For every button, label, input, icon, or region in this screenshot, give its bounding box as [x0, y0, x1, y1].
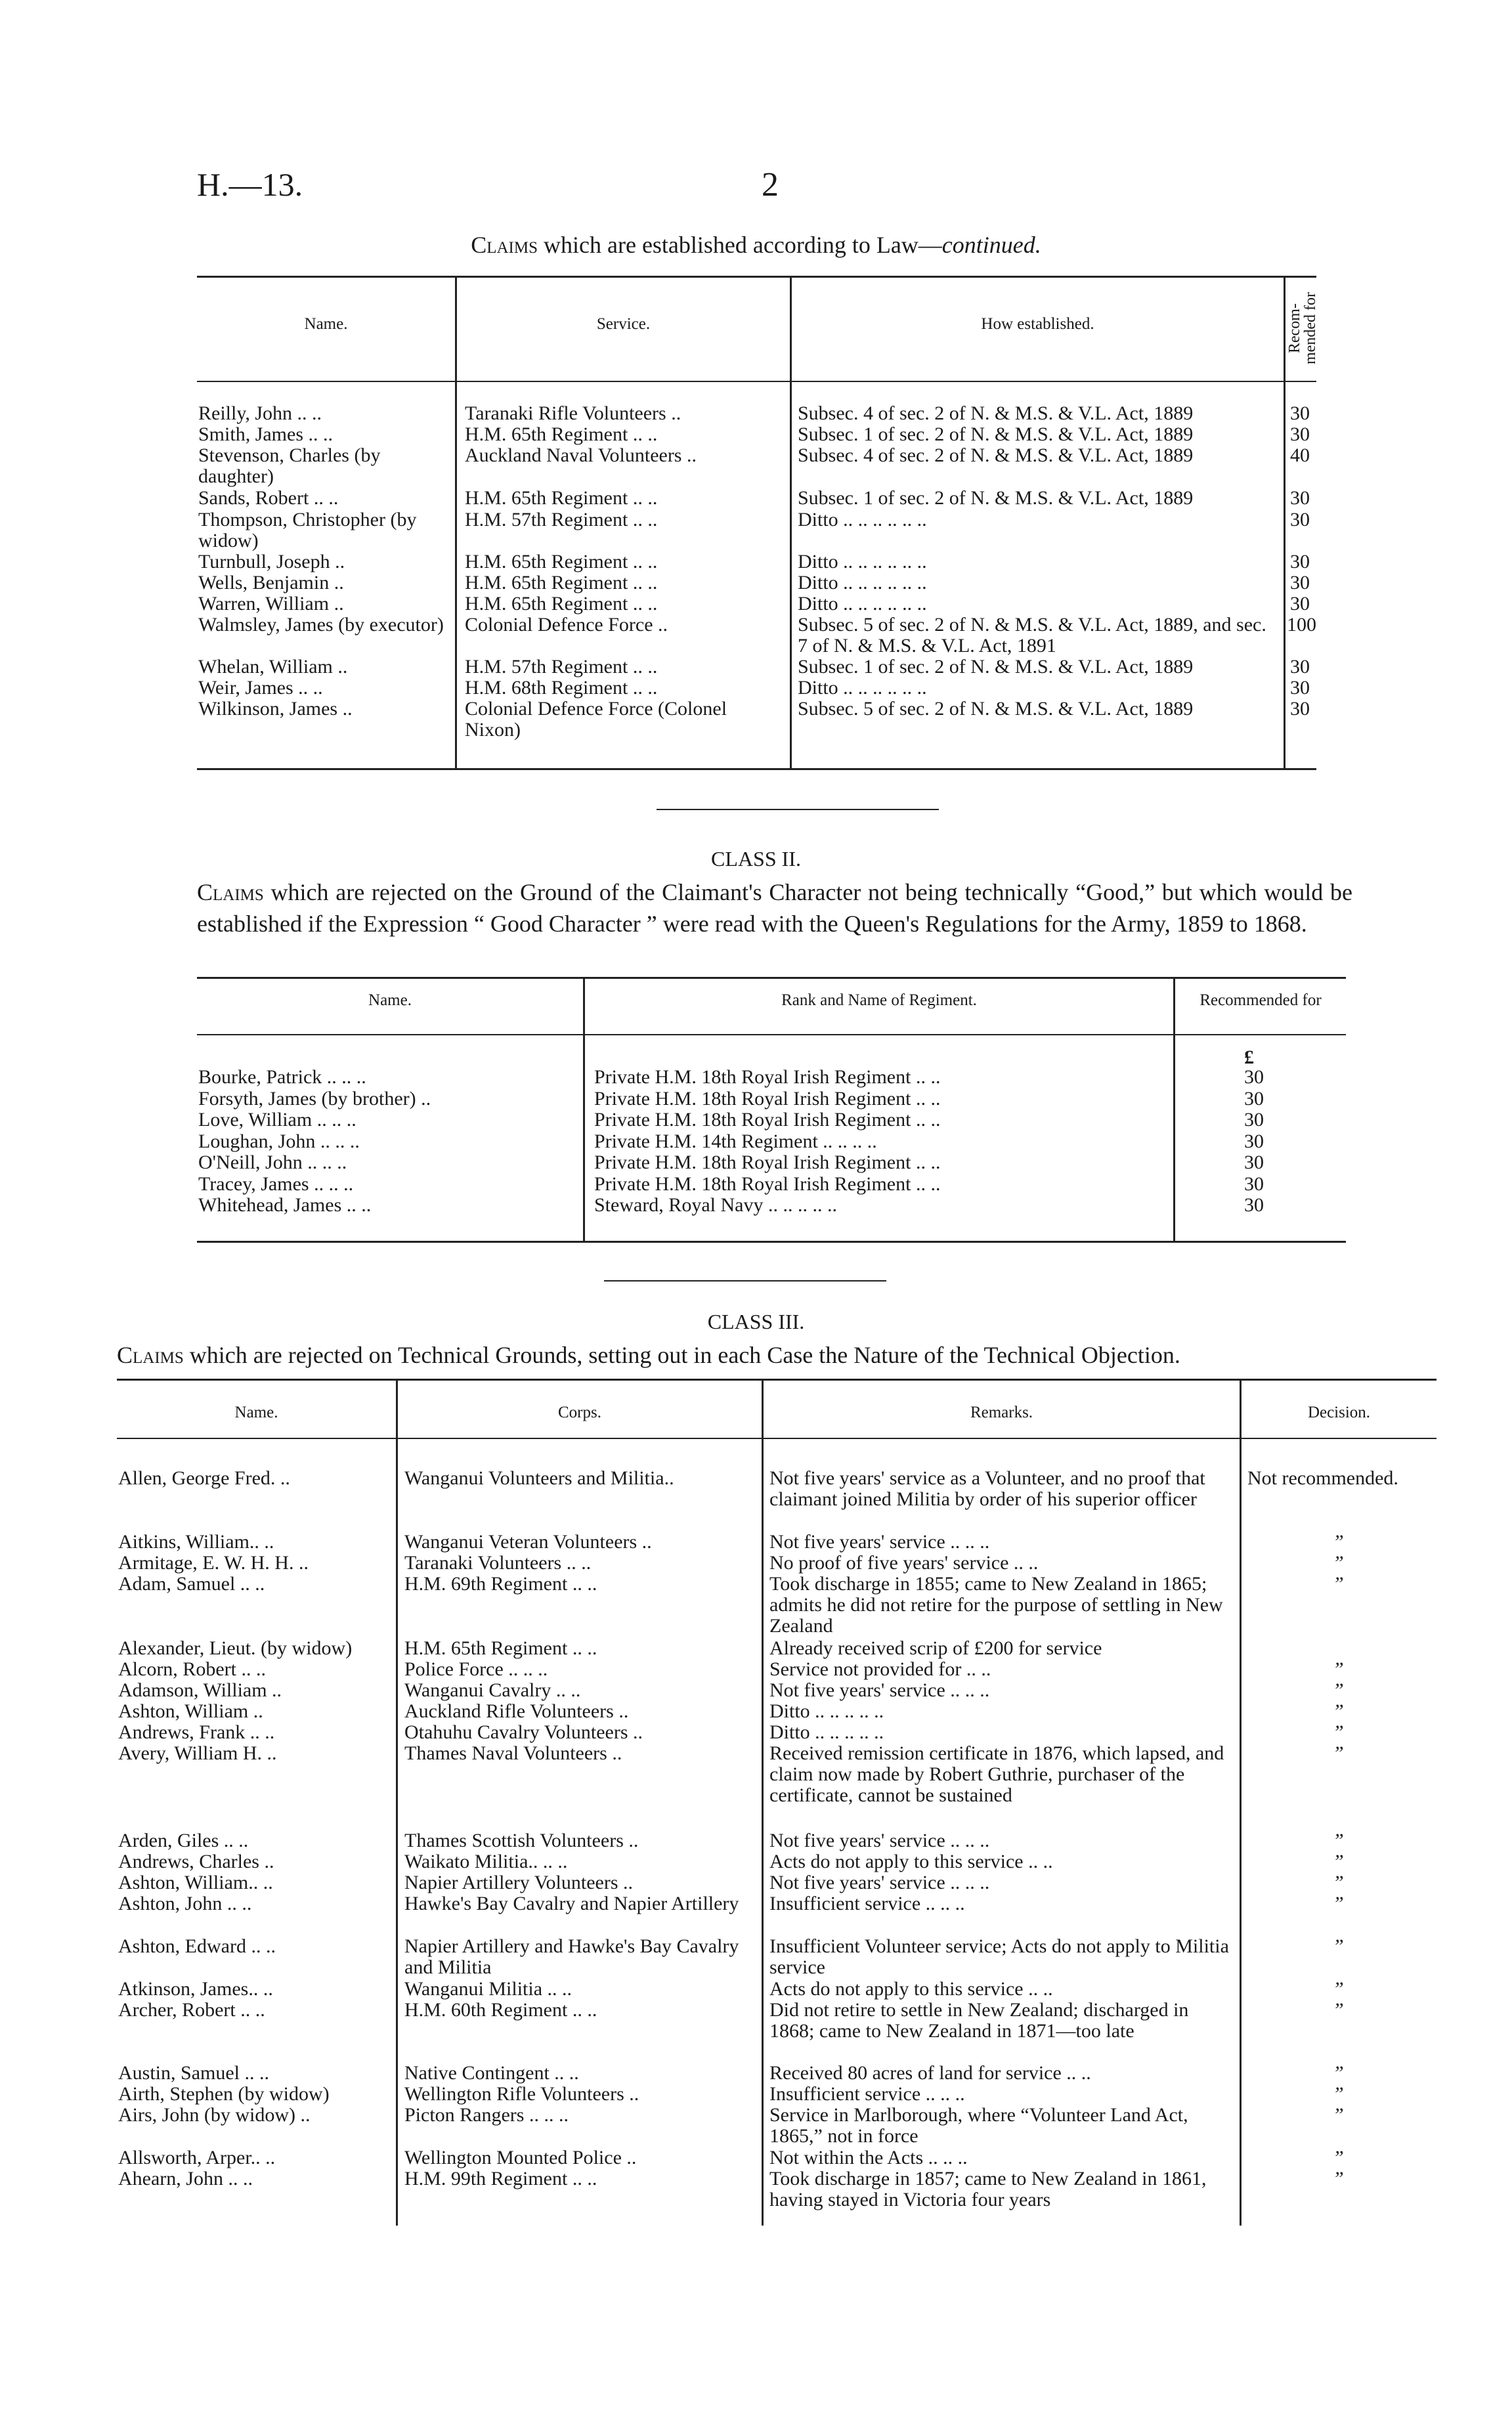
class3-decision-cell: ” — [1333, 1872, 1344, 1893]
class3-header-rule — [117, 1438, 1436, 1439]
class3-remarks-cell: Service not provided for .. .. — [769, 1658, 991, 1680]
class2-name-cell: Whitehead, James .. .. — [198, 1194, 372, 1216]
class3-decision-cell: ” — [1333, 1531, 1344, 1553]
class3-corps-cell: Napier Artillery Volunteers .. — [404, 1872, 633, 1893]
class1-name-cell: Walmsley, James (by executor) — [198, 614, 444, 636]
class2-header-recommended: Recommended for — [1199, 991, 1322, 1009]
class1-amount-cell: 30 — [1290, 572, 1310, 593]
class2-rank-cell: Private H.M. 18th Royal Irish Regiment .. .. — [594, 1173, 941, 1195]
class3-decision-cell: ” — [1333, 1658, 1344, 1680]
class3-name-cell: Adam, Samuel .. .. — [118, 1573, 265, 1595]
class3-decision-cell: ” — [1333, 1700, 1344, 1722]
class1-how-cell: Subsec. 5 of sec. 2 of N. & M.S. & V.L. Act, 1889, and sec. 7 of N. & M.S. & V.L. Act, 1891 — [798, 614, 1266, 657]
class2-bottom-rule — [197, 1241, 1346, 1243]
class1-amount-cell: 30 — [1290, 423, 1310, 445]
page-number: 2 — [762, 166, 779, 204]
class1-name-cell: Turnbull, Joseph .. — [198, 551, 345, 572]
class3-remarks-cell: Not five years' service .. .. .. — [769, 1531, 990, 1553]
class3-corps-cell: Hawke's Bay Cavalry and Napier Artillery — [404, 1893, 739, 1914]
class2-amount-cell: 30 — [1244, 1130, 1264, 1152]
class3-caption-sc: Claims — [117, 1342, 184, 1368]
class3-decision-cell: ” — [1333, 1552, 1344, 1574]
class2-amount-cell: 30 — [1244, 1109, 1264, 1131]
class3-name-cell: Ashton, Edward .. .. — [118, 1935, 276, 1957]
class1-amount-cell: 30 — [1290, 656, 1310, 678]
class3-name-cell: Arden, Giles .. .. — [118, 1830, 249, 1851]
class2-amount-cell: 30 — [1244, 1087, 1264, 1110]
class3-name-cell: Adamson, William .. — [118, 1679, 282, 1701]
class3-remarks-cell: Ditto .. .. .. .. .. — [769, 1700, 884, 1722]
class1-name-cell: Reilly, John .. .. — [198, 402, 322, 424]
class1-how-cell: Ditto .. .. .. .. .. .. — [798, 593, 927, 614]
class2-name-cell: Loughan, John .. .. .. — [198, 1130, 360, 1152]
class2-heading: CLASS II. — [711, 847, 801, 871]
class3-name-cell: Avery, William H. .. — [118, 1742, 277, 1764]
class3-decision-cell: ” — [1333, 1935, 1344, 1957]
class1-amount-cell: 30 — [1290, 677, 1310, 699]
class2-name-cell: Love, William .. .. .. — [198, 1109, 356, 1131]
class2-amount-cell: 30 — [1244, 1152, 1264, 1173]
class3-decision-cell: ” — [1333, 2062, 1344, 2084]
class2-caption — [197, 876, 1352, 939]
class3-name-cell: Allen, George Fred. .. — [118, 1467, 290, 1489]
class3-corps-cell: H.M. 99th Regiment .. .. — [404, 2168, 597, 2189]
class3-corps-cell: Thames Naval Volunteers .. — [404, 1742, 622, 1764]
class2-header-rank: Rank and Name of Regiment. — [781, 991, 977, 1009]
class1-service-cell: Auckland Naval Volunteers .. — [465, 444, 697, 466]
class1-service-cell: H.M. 65th Regiment .. .. — [465, 572, 658, 593]
class1-how-cell: Subsec. 4 of sec. 2 of N. & M.S. & V.L. Act, 1889 — [798, 444, 1194, 466]
separator-rule-2 — [604, 1280, 886, 1282]
class3-corps-cell: H.M. 65th Regiment .. .. — [404, 1637, 597, 1659]
class3-remarks-cell: Acts do not apply to this service .. .. — [769, 1851, 1053, 1872]
class3-corps-cell: Native Contingent .. .. — [404, 2062, 579, 2084]
class1-how-cell: Subsec. 5 of sec. 2 of N. & M.S. & V.L. Act, 1889 — [798, 698, 1194, 720]
class1-top-rule — [197, 276, 1316, 278]
class2-col-divider-1 — [583, 977, 585, 1243]
class1-amount-cell: 100 — [1287, 614, 1316, 636]
separator-rule-1 — [657, 809, 939, 810]
class2-col-divider-2 — [1173, 977, 1175, 1243]
class3-corps-cell: H.M. 60th Regiment .. .. — [404, 1999, 597, 2021]
class1-service-cell: Colonial Defence Force .. — [465, 614, 668, 636]
class3-corps-cell: Waikato Militia.. .. .. — [404, 1851, 568, 1872]
class3-decision-cell: ” — [1333, 1721, 1344, 1743]
class1-header-service: Service. — [596, 315, 651, 333]
class1-how-cell: Subsec. 1 of sec. 2 of N. & M.S. & V.L. Act, 1889 — [798, 656, 1194, 678]
class2-rank-cell: Private H.M. 18th Royal Irish Regiment .. .. — [594, 1152, 941, 1173]
class1-service-cell: H.M. 68th Regiment .. .. — [465, 677, 658, 699]
class3-decision-cell: ” — [1333, 1851, 1344, 1872]
class3-remarks-cell: Received remission certificate in 1876, which lapsed, and claim now made by Robert Guthrie, purchaser of the certificate, cannot be sustained — [769, 1742, 1224, 1806]
class1-service-cell: H.M. 57th Regiment .. .. — [465, 509, 658, 530]
class1-how-cell: Subsec. 4 of sec. 2 of N. & M.S. & V.L. Act, 1889 — [798, 402, 1194, 424]
class3-corps-cell: Auckland Rifle Volunteers .. — [404, 1700, 629, 1722]
class1-bottom-rule — [197, 768, 1316, 770]
class1-amount-cell: 30 — [1290, 509, 1310, 530]
class3-col-divider-3 — [1240, 1379, 1242, 2226]
class2-header-rule — [197, 1034, 1346, 1035]
class2-caption-rest: which are rejected on the Ground of the Claimant's Character not being technically “Good,” but which would be established if the Expression “ Good Character ” were read with the Queen's Regulations for the Army, 1859 to 1868. — [197, 879, 1352, 937]
class3-remarks-cell: Not within the Acts .. .. .. — [769, 2147, 968, 2168]
class2-rank-cell: Steward, Royal Navy .. .. .. .. .. — [594, 1194, 837, 1216]
class2-name-cell: O'Neill, John .. .. .. — [198, 1152, 347, 1173]
class3-decision-cell: ” — [1333, 1978, 1344, 2000]
class3-corps-cell: Thames Scottish Volunteers .. — [404, 1830, 639, 1851]
class3-corps-cell: Wellington Mounted Police .. — [404, 2147, 637, 2168]
class1-title-cont: continued. — [941, 232, 1041, 258]
class3-col-divider-1 — [396, 1379, 398, 2226]
class3-corps-cell: Wanganui Militia .. .. — [404, 1978, 572, 2000]
class3-decision-cell: ” — [1333, 1573, 1344, 1595]
class3-caption-rest: which are rejected on Technical Grounds, setting out in each Case the Nature of the Technical Objection. — [183, 1342, 1180, 1368]
class2-rank-cell: Private H.M. 18th Royal Irish Regiment .. .. — [594, 1066, 941, 1088]
class3-col-divider-2 — [762, 1379, 764, 2226]
class3-remarks-cell: Received 80 acres of land for service .. .. — [769, 2062, 1091, 2084]
class1-how-cell: Ditto .. .. .. .. .. .. — [798, 572, 927, 593]
class1-how-cell: Ditto .. .. .. .. .. .. — [798, 677, 927, 699]
class3-name-cell: Armitage, E. W. H. H. .. — [118, 1552, 309, 1574]
class2-caption-sc: Claims — [197, 879, 264, 905]
class3-header-decision: Decision. — [1307, 1404, 1371, 1421]
class3-remarks-cell: Did not retire to settle in New Zealand; discharged in 1868; came to New Zealand in 1871—too late — [769, 1999, 1189, 2042]
class1-service-cell: H.M. 57th Regiment .. .. — [465, 656, 658, 678]
class3-name-cell: Allsworth, Arper.. .. — [118, 2147, 276, 2168]
class3-corps-cell: Otahuhu Cavalry Volunteers .. — [404, 1721, 643, 1743]
class1-service-cell: H.M. 65th Regiment .. .. — [465, 487, 658, 509]
class1-service-cell: H.M. 65th Regiment .. .. — [465, 593, 658, 614]
class3-name-cell: Aitkins, William.. .. — [118, 1531, 274, 1553]
class1-name-cell: Stevenson, Charles (by daughter) — [198, 444, 381, 487]
class3-remarks-cell: Took discharge in 1855; came to New Zealand in 1865; admits he did not retire for the purpose of settling in New Zealand — [769, 1573, 1223, 1637]
class1-name-cell: Smith, James .. .. — [198, 423, 334, 445]
class1-name-cell: Warren, William .. — [198, 593, 344, 614]
class2-amount-cell: 30 — [1244, 1194, 1264, 1216]
class3-name-cell: Andrews, Frank .. .. — [118, 1721, 275, 1743]
class3-corps-cell: Wanganui Veteran Volunteers .. — [404, 1531, 652, 1553]
class3-corps-cell: Taranaki Volunteers .. .. — [404, 1552, 592, 1574]
class1-title-sc: Claims — [471, 232, 538, 258]
class1-service-cell: Colonial Defence Force (Colonel Nixon) — [465, 698, 727, 741]
class2-name-cell: Tracey, James .. .. .. — [198, 1173, 354, 1195]
class1-name-cell: Sands, Robert .. .. — [198, 487, 339, 509]
class3-remarks-cell: Not five years' service .. .. .. — [769, 1830, 990, 1851]
class3-decision-cell: ” — [1333, 2104, 1344, 2126]
class1-how-cell: Subsec. 1 of sec. 2 of N. & M.S. & V.L. Act, 1889 — [798, 487, 1194, 509]
class3-corps-cell: Wellington Rifle Volunteers .. — [404, 2083, 639, 2105]
class3-header-name: Name. — [234, 1404, 278, 1421]
class1-name-cell: Wells, Benjamin .. — [198, 572, 344, 593]
class1-col-divider-3 — [1284, 276, 1285, 769]
class1-header-rule — [197, 381, 1316, 382]
class2-rank-cell: Private H.M. 14th Regiment .. .. .. .. — [594, 1130, 877, 1152]
class1-how-cell: Subsec. 1 of sec. 2 of N. & M.S. & V.L. Act, 1889 — [798, 423, 1194, 445]
class3-name-cell: Atkinson, James.. .. — [118, 1978, 273, 2000]
class1-name-cell: Wilkinson, James .. — [198, 698, 353, 720]
class3-decision-cell: ” — [1333, 1679, 1344, 1701]
class1-amount-cell: 30 — [1290, 551, 1310, 572]
class3-decision-cell: ” — [1333, 2147, 1344, 2168]
class3-name-cell: Ashton, William.. .. — [118, 1872, 273, 1893]
class3-heading: CLASS III. — [707, 1310, 805, 1333]
class1-title-rest: which are established according to Law— — [538, 232, 942, 258]
class3-name-cell: Alexander, Lieut. (by widow) — [118, 1637, 353, 1659]
class2-name-cell: Forsyth, James (by brother) .. — [198, 1087, 431, 1110]
class3-decision-cell: ” — [1333, 1999, 1344, 2021]
class2-header-name: Name. — [368, 991, 412, 1009]
class1-how-cell: Ditto .. .. .. .. .. .. — [798, 551, 927, 572]
class1-amount-cell: 30 — [1290, 487, 1310, 509]
class3-decision-cell: ” — [1333, 1893, 1344, 1914]
class3-corps-cell: Picton Rangers .. .. .. — [404, 2104, 569, 2126]
class1-header-name: Name. — [304, 315, 348, 333]
class1-amount-cell: 30 — [1290, 593, 1310, 614]
class3-decision-cell: ” — [1333, 2168, 1344, 2189]
class3-remarks-cell: Service in Marlborough, where “Volunteer Land Act, 1865,” not in force — [769, 2104, 1188, 2147]
class2-rank-cell: Private H.M. 18th Royal Irish Regiment .. .. — [594, 1087, 941, 1110]
class3-name-cell: Alcorn, Robert .. .. — [118, 1658, 266, 1680]
class3-name-cell: Ahearn, John .. .. — [118, 2168, 253, 2189]
class3-remarks-cell: Insufficient service .. .. .. — [769, 1893, 965, 1914]
class3-name-cell: Ashton, John .. .. — [118, 1893, 252, 1914]
class3-name-cell: Austin, Samuel .. .. — [118, 2062, 269, 2084]
class3-name-cell: Andrews, Charles .. — [118, 1851, 274, 1872]
class1-name-cell: Whelan, William .. — [198, 656, 348, 678]
class3-corps-cell: Wanganui Cavalry .. .. — [404, 1679, 581, 1701]
class3-decision-cell: Not recommended. — [1247, 1467, 1398, 1489]
class1-header-recommended: Recom-mended for — [1286, 292, 1319, 364]
class3-remarks-cell: Insufficient service .. .. .. — [769, 2083, 965, 2105]
class3-decision-cell: ” — [1333, 2083, 1344, 2105]
class3-caption — [117, 1339, 1436, 1371]
class3-remarks-cell: Took discharge in 1857; came to New Zealand in 1861, having stayed in Victoria four years — [769, 2168, 1207, 2210]
class1-name-cell: Weir, James .. .. — [198, 677, 323, 699]
class2-name-cell: Bourke, Patrick .. .. .. — [198, 1066, 366, 1088]
class1-service-cell: H.M. 65th Regiment .. .. — [465, 551, 658, 572]
class3-remarks-cell: Not five years' service .. .. .. — [769, 1679, 990, 1701]
class3-name-cell: Archer, Robert .. .. — [118, 1999, 265, 2021]
class1-header-how: How established. — [981, 315, 1094, 333]
class3-header-remarks: Remarks. — [970, 1404, 1033, 1421]
class3-decision-cell: ” — [1333, 1830, 1344, 1851]
class1-amount-cell: 30 — [1290, 402, 1310, 424]
class1-amount-cell: 30 — [1290, 698, 1310, 720]
class3-top-rule — [117, 1379, 1436, 1381]
class3-remarks-cell: Not five years' service .. .. .. — [769, 1872, 990, 1893]
class1-service-cell: H.M. 65th Regiment .. .. — [465, 423, 658, 445]
class2-currency: £ — [1244, 1046, 1254, 1068]
class3-header-corps: Corps. — [558, 1404, 601, 1421]
class2-rank-cell: Private H.M. 18th Royal Irish Regiment .. .. — [594, 1109, 941, 1131]
class3-corps-cell: Wanganui Volunteers and Militia.. — [404, 1467, 674, 1489]
class3-remarks-cell: Insufficient Volunteer service; Acts do not apply to Militia service — [769, 1935, 1229, 1978]
class3-remarks-cell: No proof of five years' service .. .. — [769, 1552, 1039, 1574]
class1-service-cell: Taranaki Rifle Volunteers .. — [465, 402, 681, 424]
class2-amount-cell: 30 — [1244, 1173, 1264, 1195]
class3-remarks-cell: Not five years' service as a Volunteer, and no proof that claimant joined Militia by order of his superior officer — [769, 1467, 1205, 1510]
class3-corps-cell: H.M. 69th Regiment .. .. — [404, 1573, 597, 1595]
class1-col-divider-2 — [790, 276, 792, 769]
class3-remarks-cell: Already received scrip of £200 for service — [769, 1637, 1102, 1659]
class2-amount-cell: 30 — [1244, 1066, 1264, 1088]
running-head: H.—13. — [197, 166, 303, 203]
class3-name-cell: Airth, Stephen (by widow) — [118, 2083, 330, 2105]
class3-name-cell: Ashton, William .. — [118, 1700, 263, 1722]
class3-decision-cell: ” — [1333, 1742, 1344, 1764]
class1-name-cell: Thompson, Christopher (by widow) — [198, 509, 417, 551]
class1-amount-cell: 40 — [1290, 444, 1310, 466]
class3-name-cell: Airs, John (by widow) .. — [118, 2104, 311, 2126]
class3-remarks-cell: Acts do not apply to this service .. .. — [769, 1978, 1053, 2000]
class1-title — [0, 231, 1512, 259]
class3-remarks-cell: Ditto .. .. .. .. .. — [769, 1721, 884, 1743]
class3-corps-cell: Napier Artillery and Hawke's Bay Cavalry and Militia — [404, 1935, 739, 1978]
class3-corps-cell: Police Force .. .. .. — [404, 1658, 548, 1680]
class1-col-divider-1 — [455, 276, 457, 769]
class1-how-cell: Ditto .. .. .. .. .. .. — [798, 509, 927, 530]
